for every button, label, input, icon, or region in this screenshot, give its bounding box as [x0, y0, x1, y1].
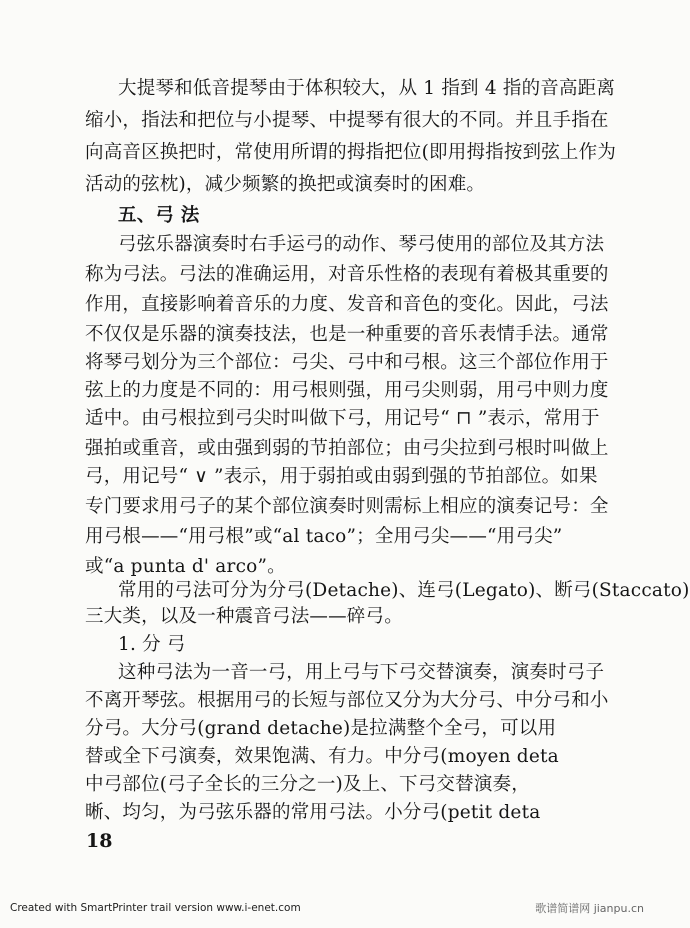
text-line: 分弓。大分弓(grand detache)是拉满整个全弓，可以用 [85, 718, 557, 739]
text-line: 向高音区换把时，常使用所谓的拇指把位(即用拇指按到弦上作为 [85, 142, 617, 163]
section-heading: 五、弓 法 [118, 205, 200, 226]
text-line: 将琴弓划分为三个部位：弓尖、弓中和弓根。这三个部位作用于 [85, 352, 609, 373]
text-line: 专门要求用弓子的某个部位演奏时则需标上相应的演奏记号：全 [85, 496, 609, 517]
text-line: 缩小，指法和把位与小提琴、中提琴有很大的不同。并且手指在 [85, 110, 609, 131]
text-line: 1. 分 弓 [118, 634, 186, 655]
site-watermark: 歌谱简谱网 jianpu.cn [535, 902, 644, 915]
text-line: 替或全下弓演奏，效果饱满、有力。中分弓(moyen deta [85, 746, 559, 767]
text-line: 晰、均匀，为弓弦乐器的常用弓法。小分弓(petit deta [85, 802, 541, 823]
text-line: 常用的弓法可分为分弓(Detache)、连弓(Legato)、断弓(Staccato) [118, 580, 690, 601]
text-line: 适中。由弓根拉到弓尖时叫做下弓，用记号“ ⊓ ”表示，常用于 [85, 408, 600, 429]
text-line: 不离开琴弦。根据用弓的长短与部位又分为大分弓、中分弓和小 [85, 690, 609, 711]
text-line: 强拍或重音，或由强到弱的节拍部位；由弓尖拉到弓根时叫做上 [85, 438, 609, 459]
text-line: 活动的弦枕)，减少频繁的换把或演奏时的困难。 [85, 174, 486, 195]
text-line: 用弓根——“用弓根”或“al taco”；全用弓尖——“用弓尖” [85, 526, 563, 547]
text-line: 中弓部位(弓子全长的三分之一)及上、下弓交替演奏， [85, 774, 530, 795]
text-line: 不仅仅是乐器的演奏技法，也是一种重要的音乐表情手法。通常 [85, 324, 609, 345]
text-line: 或“a punta d' arco”。 [85, 556, 286, 577]
watermark-footer: Created with SmartPrinter trail version www.i-enet.com [10, 902, 301, 914]
text-line: 弓弦乐器演奏时右手运弓的动作、琴弓使用的部位及其方法 [118, 234, 605, 255]
text-line: 这种弓法为一音一弓，用上弓与下弓交替演奏，演奏时弓子 [118, 662, 605, 683]
text-line: 弓，用记号“ ∨ ”表示，用于弱拍或由弱到强的节拍部位。如果 [85, 466, 598, 487]
text-line: 弦上的力度是不同的：用弓根则强，用弓尖则弱，用弓中则力度 [85, 380, 609, 401]
page-number: 18 [86, 830, 113, 852]
text-line: 三大类，以及一种震音弓法——碎弓。 [85, 606, 403, 627]
text-line: 称为弓法。弓法的准确运用，对音乐性格的表现有着极其重要的 [85, 264, 609, 285]
text-line: 大提琴和低音提琴由于体积较大，从 1 指到 4 指的音高距离 [118, 78, 616, 99]
text-line: 作用，直接影响着音乐的力度、发音和音色的变化。因此，弓法 [85, 294, 609, 315]
